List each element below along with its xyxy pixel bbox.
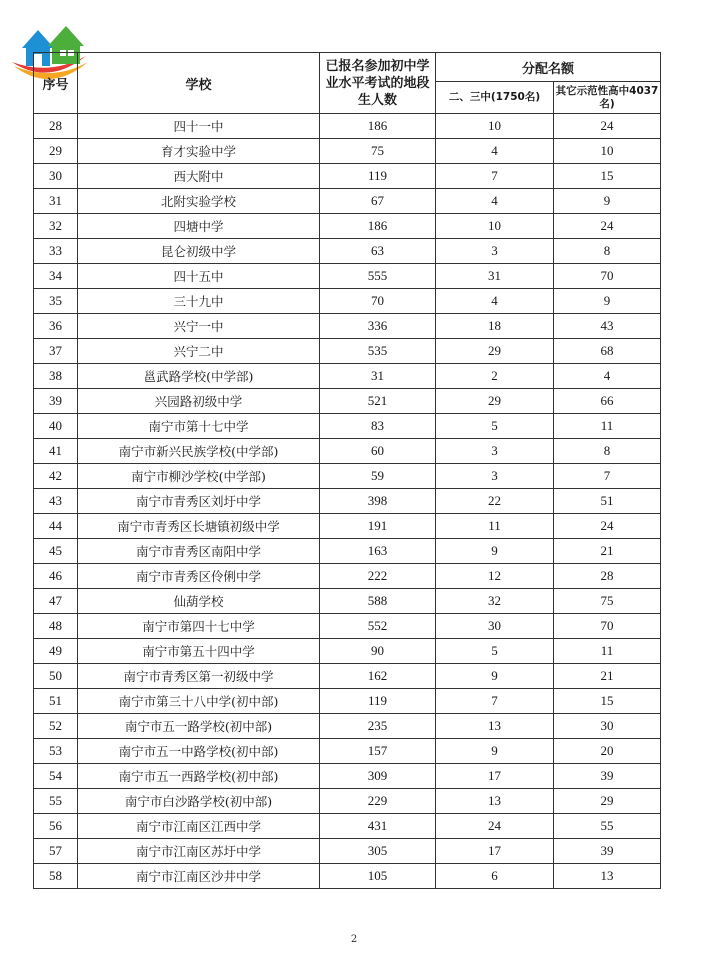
school-name: 南宁市新兴民族学校(中学部) <box>78 439 320 464</box>
table-row <box>34 439 661 464</box>
sanzhong-quota: 13 <box>436 789 554 814</box>
table-row <box>34 464 661 489</box>
sanzhong-quota: 4 <box>436 289 554 314</box>
school-name: 南宁市白沙路学校(初中部) <box>78 789 320 814</box>
sanzhong-quota: 9 <box>436 739 554 764</box>
others-quota: 66 <box>554 389 661 414</box>
table-row <box>34 839 661 864</box>
table-row <box>34 539 661 564</box>
sanzhong-quota: 24 <box>436 814 554 839</box>
row-number: 37 <box>34 339 78 364</box>
others-quota: 70 <box>554 614 661 639</box>
row-number: 43 <box>34 489 78 514</box>
sanzhong-quota: 17 <box>436 839 554 864</box>
table-row <box>34 389 661 414</box>
others-quota: 13 <box>554 864 661 889</box>
sanzhong-quota: 9 <box>436 664 554 689</box>
sanzhong-quota: 17 <box>436 764 554 789</box>
others-quota: 21 <box>554 664 661 689</box>
others-quota: 8 <box>554 239 661 264</box>
row-number: 50 <box>34 664 78 689</box>
table-row <box>34 614 661 639</box>
sanzhong-quota: 31 <box>436 264 554 289</box>
school-name: 昆仑初级中学 <box>78 239 320 264</box>
table-row <box>34 339 661 364</box>
others-quota: 68 <box>554 339 661 364</box>
row-number: 52 <box>34 714 78 739</box>
table-row <box>34 639 661 664</box>
table-row <box>34 239 661 264</box>
school-name: 南宁市江南区江西中学 <box>78 814 320 839</box>
others-quota: 20 <box>554 739 661 764</box>
row-number: 46 <box>34 564 78 589</box>
others-quota: 9 <box>554 189 661 214</box>
school-name: 南宁市第五十四中学 <box>78 639 320 664</box>
table-row <box>34 739 661 764</box>
registered-count: 60 <box>320 439 436 464</box>
sanzhong-quota: 4 <box>436 139 554 164</box>
row-number: 55 <box>34 789 78 814</box>
registered-count: 163 <box>320 539 436 564</box>
row-number: 38 <box>34 364 78 389</box>
registered-count: 162 <box>320 664 436 689</box>
table-row <box>34 564 661 589</box>
sanzhong-quota: 32 <box>436 589 554 614</box>
school-name: 南宁市柳沙学校(中学部) <box>78 464 320 489</box>
school-name: 北附实验学校 <box>78 189 320 214</box>
others-quota: 15 <box>554 689 661 714</box>
others-quota: 43 <box>554 314 661 339</box>
school-name: 兴宁一中 <box>78 314 320 339</box>
table-row <box>34 664 661 689</box>
col-header-registered: 已报名参加初中学业水平考试的地段生人数 <box>320 53 436 114</box>
table-row <box>34 764 661 789</box>
registered-count: 552 <box>320 614 436 639</box>
sanzhong-quota: 5 <box>436 639 554 664</box>
sanzhong-quota: 3 <box>436 464 554 489</box>
school-name: 兴园路初级中学 <box>78 389 320 414</box>
table-row <box>34 689 661 714</box>
registered-count: 191 <box>320 514 436 539</box>
table-row <box>34 164 661 189</box>
allocation-table <box>33 52 661 889</box>
row-number: 56 <box>34 814 78 839</box>
table-row <box>34 864 661 889</box>
school-name: 南宁市江南区苏圩中学 <box>78 839 320 864</box>
row-number: 41 <box>34 439 78 464</box>
others-quota: 21 <box>554 539 661 564</box>
sanzhong-quota: 11 <box>436 514 554 539</box>
row-number: 45 <box>34 539 78 564</box>
sanzhong-quota: 6 <box>436 864 554 889</box>
sanzhong-quota: 29 <box>436 339 554 364</box>
school-name: 四十一中 <box>78 114 320 139</box>
row-number: 28 <box>34 114 78 139</box>
others-quota: 29 <box>554 789 661 814</box>
col-header-school: 学校 <box>78 53 320 114</box>
table-row <box>34 514 661 539</box>
registered-count: 90 <box>320 639 436 664</box>
others-quota: 24 <box>554 114 661 139</box>
registered-count: 398 <box>320 489 436 514</box>
school-name: 南宁市青秀区南阳中学 <box>78 539 320 564</box>
school-name: 南宁市江南区沙井中学 <box>78 864 320 889</box>
table-row <box>34 139 661 164</box>
others-quota: 28 <box>554 564 661 589</box>
row-number: 33 <box>34 239 78 264</box>
row-number: 34 <box>34 264 78 289</box>
others-quota: 24 <box>554 214 661 239</box>
registered-count: 336 <box>320 314 436 339</box>
table-row <box>34 214 661 239</box>
row-number: 42 <box>34 464 78 489</box>
registered-count: 186 <box>320 114 436 139</box>
sanzhong-quota: 30 <box>436 614 554 639</box>
row-number: 32 <box>34 214 78 239</box>
others-quota: 10 <box>554 139 661 164</box>
row-number: 44 <box>34 514 78 539</box>
registered-count: 229 <box>320 789 436 814</box>
registered-count: 521 <box>320 389 436 414</box>
sanzhong-quota: 7 <box>436 164 554 189</box>
registered-count: 431 <box>320 814 436 839</box>
sanzhong-quota: 4 <box>436 189 554 214</box>
school-name: 兴宁二中 <box>78 339 320 364</box>
others-quota: 51 <box>554 489 661 514</box>
sanzhong-quota: 9 <box>436 539 554 564</box>
registered-count: 75 <box>320 139 436 164</box>
sanzhong-quota: 18 <box>436 314 554 339</box>
others-quota: 24 <box>554 514 661 539</box>
registered-count: 119 <box>320 164 436 189</box>
table-row <box>34 264 661 289</box>
table-row <box>34 789 661 814</box>
registered-count: 70 <box>320 289 436 314</box>
page-number: 2 <box>350 934 358 945</box>
school-name: 南宁市第十七中学 <box>78 414 320 439</box>
others-quota: 4 <box>554 364 661 389</box>
row-number: 57 <box>34 839 78 864</box>
table-row <box>34 364 661 389</box>
school-name: 南宁市青秀区刘圩中学 <box>78 489 320 514</box>
others-quota: 7 <box>554 464 661 489</box>
others-quota: 55 <box>554 814 661 839</box>
school-name: 南宁市青秀区长塘镇初级中学 <box>78 514 320 539</box>
school-name: 南宁市第三十八中学(初中部) <box>78 689 320 714</box>
others-quota: 75 <box>554 589 661 614</box>
others-quota: 9 <box>554 289 661 314</box>
row-number: 36 <box>34 314 78 339</box>
table-row <box>34 414 661 439</box>
registered-count: 31 <box>320 364 436 389</box>
others-quota: 11 <box>554 414 661 439</box>
sanzhong-quota: 7 <box>436 689 554 714</box>
sanzhong-quota: 2 <box>436 364 554 389</box>
table-row <box>34 289 661 314</box>
school-name: 三十九中 <box>78 289 320 314</box>
school-name: 南宁市青秀区第一初级中学 <box>78 664 320 689</box>
table-body <box>34 114 661 889</box>
registered-count: 555 <box>320 264 436 289</box>
sanzhong-quota: 3 <box>436 439 554 464</box>
table-row <box>34 589 661 614</box>
row-number: 29 <box>34 139 78 164</box>
row-number: 49 <box>34 639 78 664</box>
others-quota: 70 <box>554 264 661 289</box>
table-row <box>34 114 661 139</box>
school-name: 邕武路学校(中学部) <box>78 364 320 389</box>
registered-count: 105 <box>320 864 436 889</box>
sanzhong-quota: 10 <box>436 114 554 139</box>
registered-count: 119 <box>320 689 436 714</box>
registered-count: 309 <box>320 764 436 789</box>
sanzhong-quota: 10 <box>436 214 554 239</box>
row-number: 40 <box>34 414 78 439</box>
registered-count: 83 <box>320 414 436 439</box>
sanzhong-quota: 12 <box>436 564 554 589</box>
registered-count: 222 <box>320 564 436 589</box>
registered-count: 157 <box>320 739 436 764</box>
registered-count: 305 <box>320 839 436 864</box>
registered-count: 67 <box>320 189 436 214</box>
row-number: 53 <box>34 739 78 764</box>
row-number: 47 <box>34 589 78 614</box>
registered-count: 235 <box>320 714 436 739</box>
sanzhong-quota: 29 <box>436 389 554 414</box>
col-header-others: 其它示范性高中4037名) <box>554 82 661 114</box>
col-header-seq: 序号 <box>34 53 78 114</box>
school-name: 南宁市青秀区伶俐中学 <box>78 564 320 589</box>
registered-count: 588 <box>320 589 436 614</box>
row-number: 51 <box>34 689 78 714</box>
row-number: 35 <box>34 289 78 314</box>
registered-count: 63 <box>320 239 436 264</box>
school-name: 四十五中 <box>78 264 320 289</box>
row-number: 48 <box>34 614 78 639</box>
table-row <box>34 489 661 514</box>
others-quota: 39 <box>554 839 661 864</box>
others-quota: 30 <box>554 714 661 739</box>
col-header-allocation: 分配名额 <box>436 53 661 82</box>
others-quota: 15 <box>554 164 661 189</box>
others-quota: 8 <box>554 439 661 464</box>
row-number: 30 <box>34 164 78 189</box>
others-quota: 39 <box>554 764 661 789</box>
registered-count: 186 <box>320 214 436 239</box>
table-row <box>34 814 661 839</box>
school-name: 南宁市五一中路学校(初中部) <box>78 739 320 764</box>
registered-count: 59 <box>320 464 436 489</box>
row-number: 39 <box>34 389 78 414</box>
school-name: 育才实验中学 <box>78 139 320 164</box>
sanzhong-quota: 3 <box>436 239 554 264</box>
sanzhong-quota: 22 <box>436 489 554 514</box>
col-header-sanzhong: 二、三中(1750名) <box>436 82 554 114</box>
school-name: 南宁市第四十七中学 <box>78 614 320 639</box>
school-name: 仙葫学校 <box>78 589 320 614</box>
registered-count: 535 <box>320 339 436 364</box>
school-name: 四塘中学 <box>78 214 320 239</box>
school-name: 南宁市五一路学校(初中部) <box>78 714 320 739</box>
table-row <box>34 714 661 739</box>
row-number: 31 <box>34 189 78 214</box>
row-number: 58 <box>34 864 78 889</box>
sanzhong-quota: 5 <box>436 414 554 439</box>
others-quota: 11 <box>554 639 661 664</box>
school-name: 南宁市五一西路学校(初中部) <box>78 764 320 789</box>
table-row <box>34 314 661 339</box>
row-number: 54 <box>34 764 78 789</box>
sanzhong-quota: 13 <box>436 714 554 739</box>
table-row <box>34 189 661 214</box>
school-name: 西大附中 <box>78 164 320 189</box>
